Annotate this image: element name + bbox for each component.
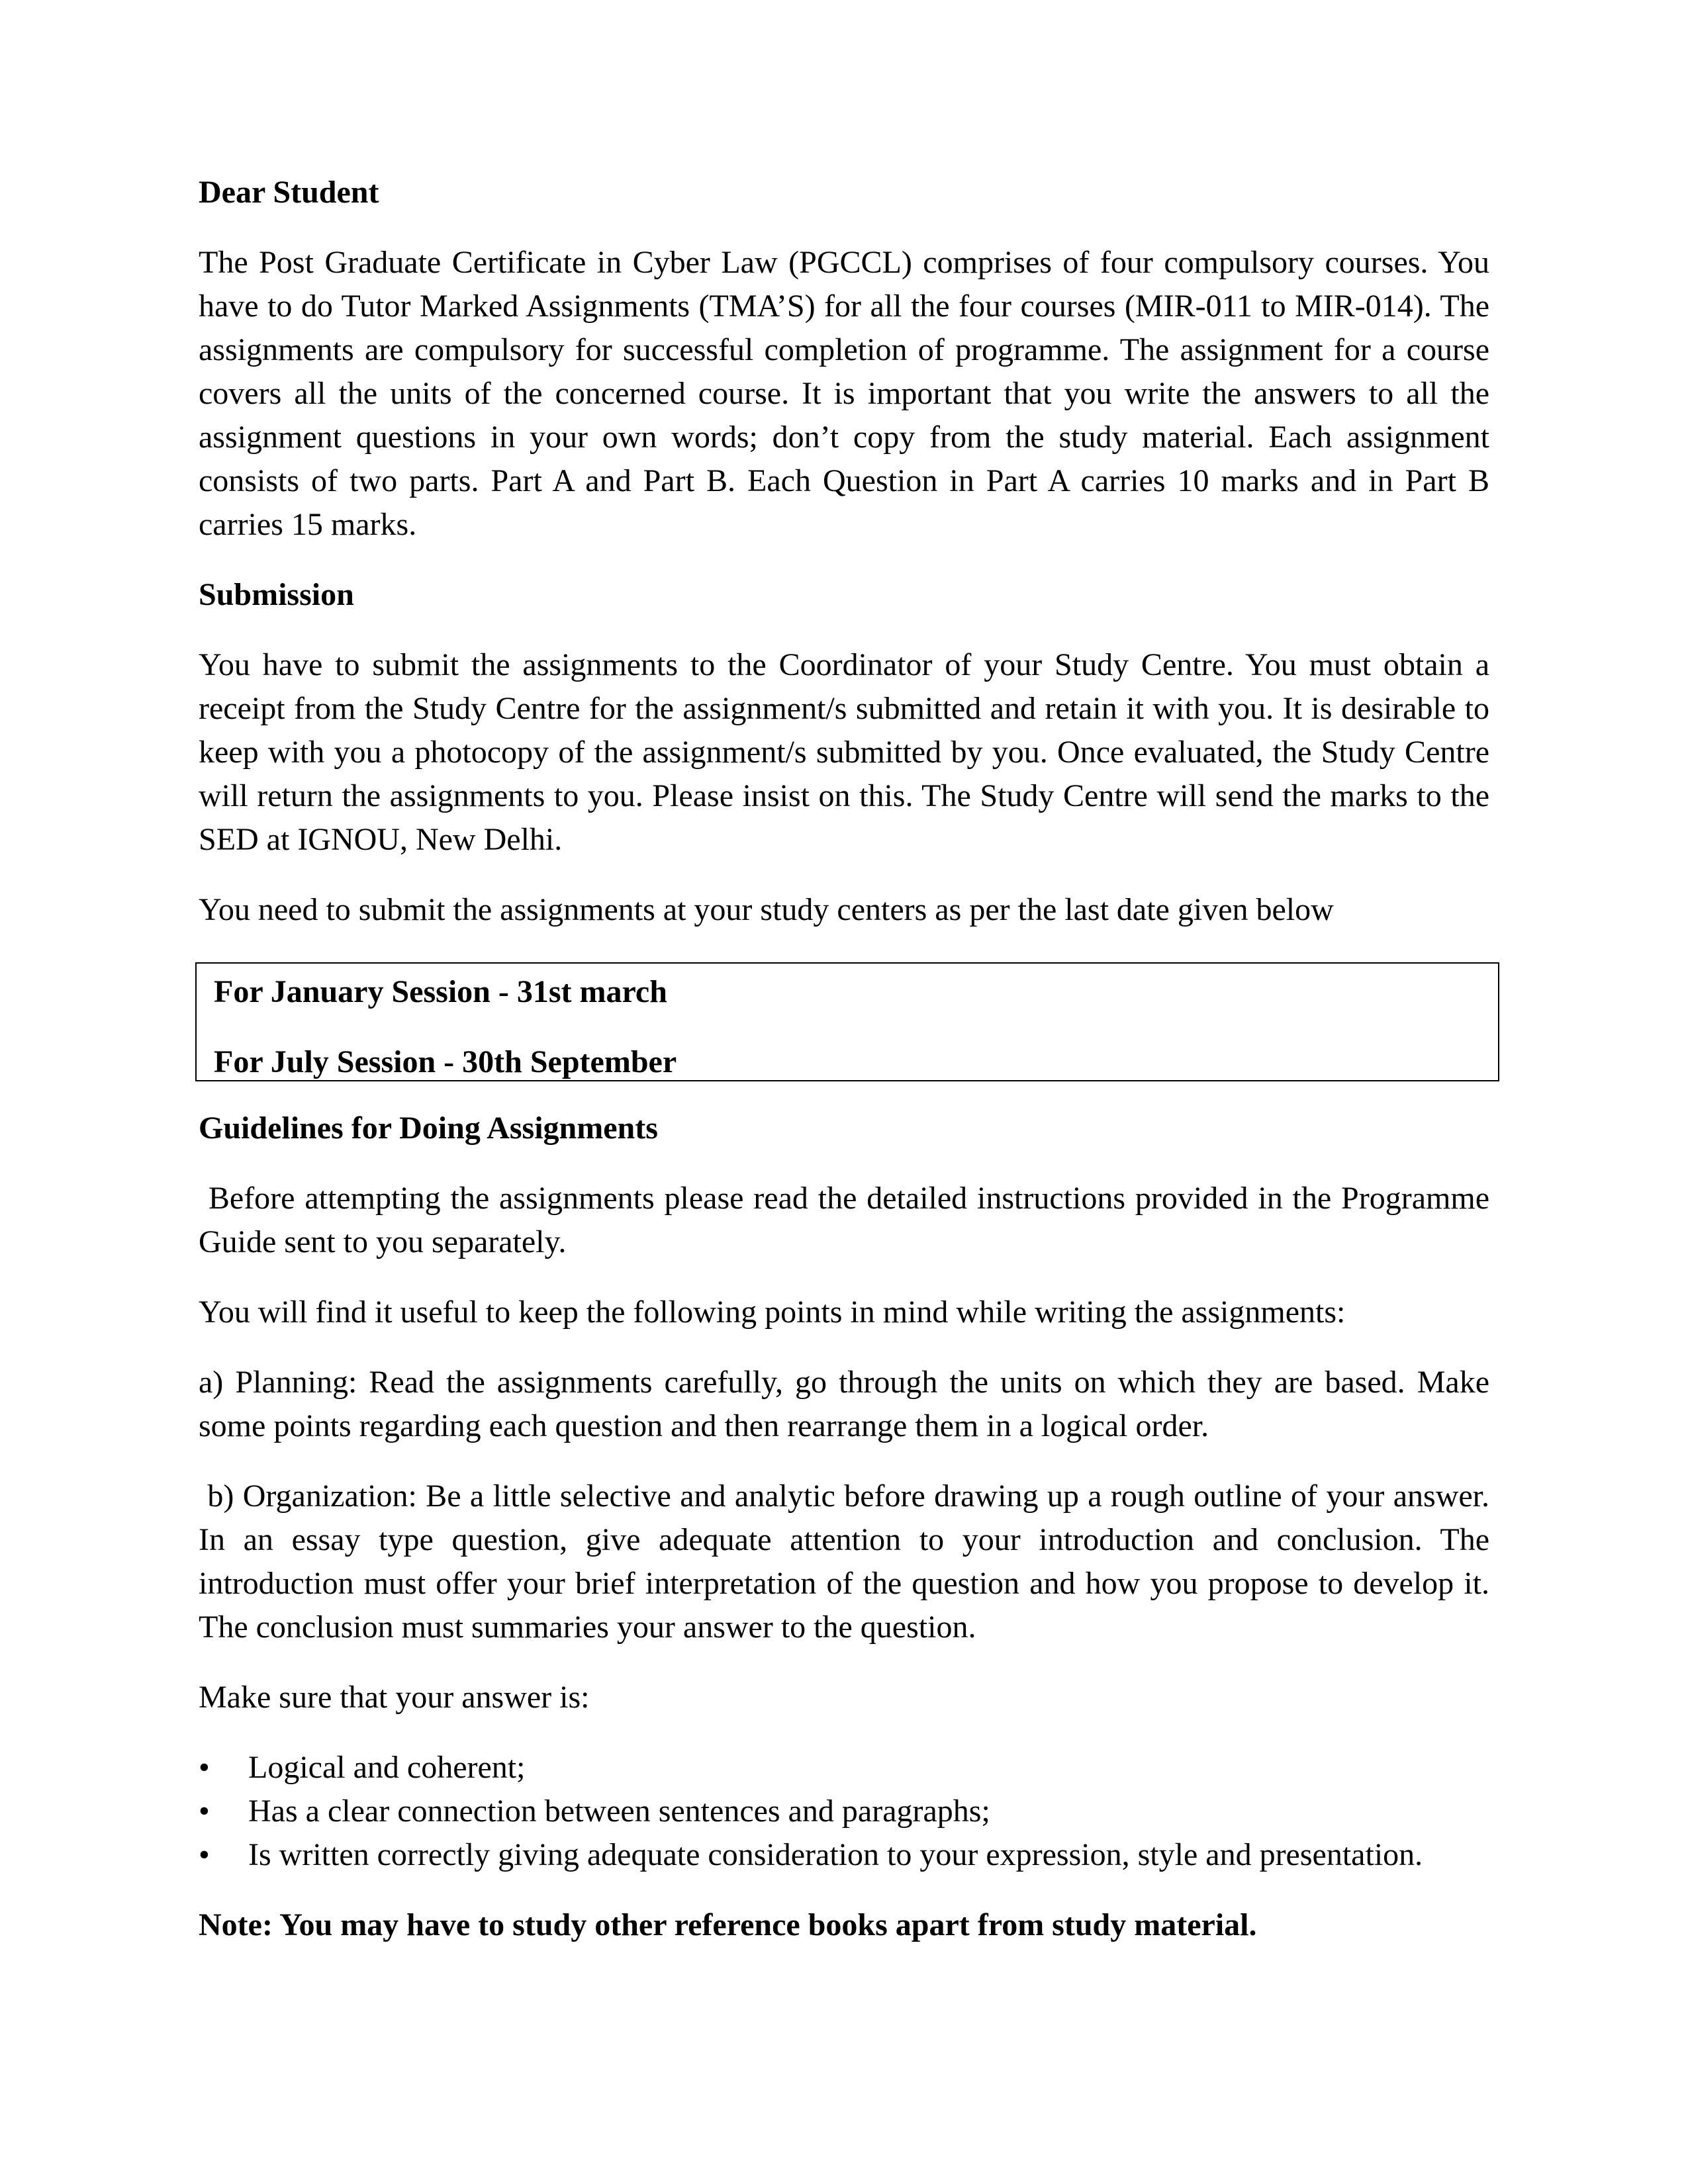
document-body: [199, 171, 1489, 932]
guidelines-paragraph-2: You will find it useful to keep the following points in mind while writing the assignments:: [199, 1295, 1346, 1330]
guidelines-section: [199, 1107, 1498, 1947]
bullet-icon: •: [199, 1750, 210, 1785]
make-sure-line: Make sure that your answer is:: [199, 1680, 590, 1715]
submission-heading: Submission: [199, 577, 354, 612]
list-item: [199, 1833, 1489, 1877]
list-item: [199, 1790, 1489, 1833]
list-item-text: Logical and coherent;: [248, 1750, 526, 1785]
organization-paragraph: b) Organization: Be a little selective and analytic before drawing up a rough outline of your answer. In an essay type question, give adequate attention to your introduction and conclusion. The introduction must offer your brief interpretation of the question and how you propose to develop it. The conclusion must summaries your answer to the question.: [199, 1479, 1498, 1645]
list-item-text: Is written correctly giving adequate consideration to your expression, style and presentation.: [248, 1837, 1423, 1872]
submission-paragraph: You have to submit the assignments to the Coordinator of your Study Centre. You must obtain a receipt from the Study Centre for the assignment/s submitted and retain it with you. It is desirable to keep with you a photocopy of the assignment/s submitted by you. Once evaluated, the Study Centre will return the assignments to you. Please insist on this. The Study Centre will send the marks to the SED at IGNOU, New Delhi.: [199, 647, 1489, 857]
deadline-intro: You need to submit the assignments at your study centers as per the last date given below: [199, 892, 1334, 927]
list-item: [199, 1746, 1489, 1790]
bullet-icon: •: [199, 1794, 210, 1829]
list-item-text: Has a clear connection between sentences and paragraphs;: [248, 1794, 990, 1829]
greeting-heading: Dear Student: [199, 175, 379, 210]
deadline-january: For January Session - 31st march: [214, 974, 667, 1009]
guidelines-paragraph-1: Before attempting the assignments please read the detailed instructions provided in the Programme Guide sent to you separately.: [199, 1181, 1498, 1259]
bullet-icon: •: [199, 1837, 210, 1872]
planning-paragraph: a) Planning: Read the assignments carefully, go through the units on which they are based. Make some points regarding each question and then rearrange them in a logical order.: [199, 1365, 1489, 1443]
deadline-july: For July Session - 30th September: [214, 1044, 677, 1079]
note-line: Note: You may have to study other reference books apart from study material.: [199, 1907, 1257, 1942]
answer-criteria-list: [199, 1746, 1489, 1877]
deadline-box: [195, 962, 1499, 1081]
intro-paragraph: The Post Graduate Certificate in Cyber Law (PGCCL) comprises of four compulsory courses. You have to do Tutor Marked Assignments (TMA’S) for all the four courses (MIR-011 to MIR-014). The assignments are compulsory for successful completion of programme. The assignment for a course covers all the units of the concerned course. It is important that you write the answers to all the assignment questions in your own words; don’t copy from the study material. Each assignment consists of two parts. Part A and Part B. Each Question in Part A carries 10 marks and in Part B carries 15 marks.: [199, 245, 1489, 542]
guidelines-heading: Guidelines for Doing Assignments: [199, 1111, 658, 1146]
